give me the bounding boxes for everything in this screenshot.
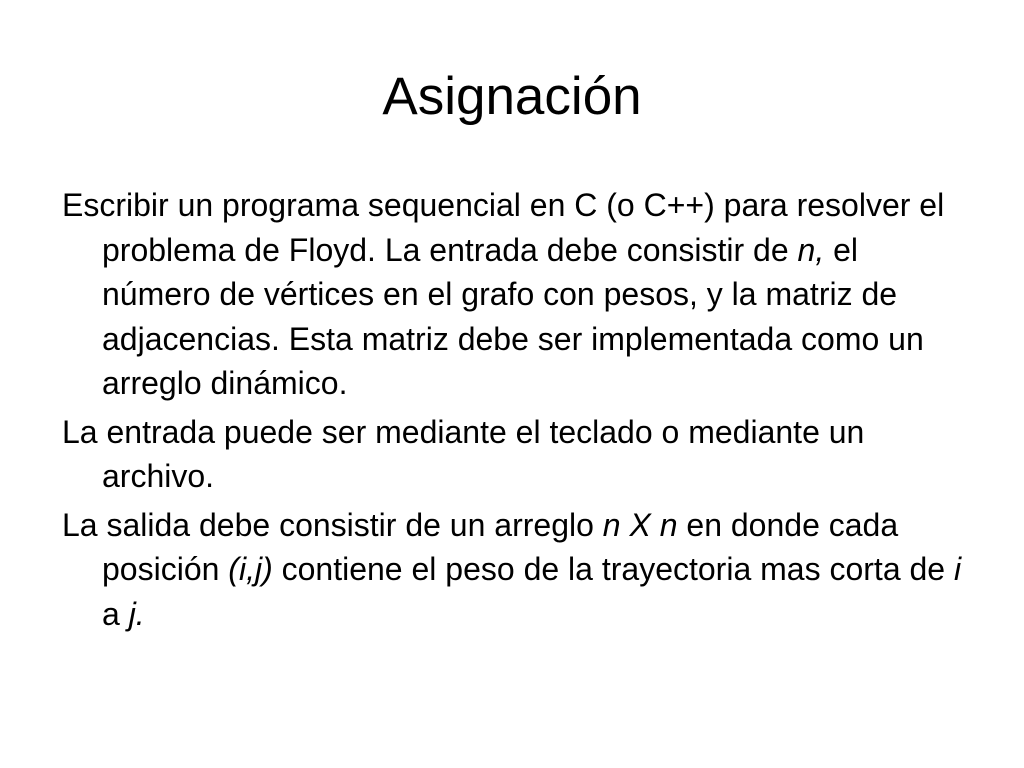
slide-body — [62, 183, 962, 636]
text-run: en donde cada posición — [102, 506, 899, 587]
italic-text-run: (i,j) — [228, 551, 273, 587]
paragraph-input — [62, 410, 962, 499]
italic-text-run: j. — [128, 595, 145, 632]
italic-text-run: n, — [797, 231, 825, 268]
text-run: el número de vértices en el grafo con pesos, y la matriz de adjacencias. Esta matriz debe ser implementada como un arreglo dinámico. — [102, 231, 924, 401]
text-run: Escribir un programa sequencial en C (o C++) para resolver el problema de Floyd. La entrada debe consistir de — [62, 187, 945, 268]
italic-text-run: n X n — [602, 506, 678, 543]
text-run: contiene el peso de la trayectoria mas corta de — [272, 551, 954, 587]
text-run: a — [102, 595, 129, 632]
paragraph-output — [62, 503, 962, 637]
italic-text-run: i — [953, 551, 962, 587]
slide-title: Asignación — [382, 67, 642, 126]
text-run: La entrada puede ser mediante el teclado o mediante un archivo. — [62, 413, 865, 494]
paragraph-assignment — [62, 183, 962, 406]
text-run: La salida debe consistir de un arreglo — [62, 506, 603, 543]
